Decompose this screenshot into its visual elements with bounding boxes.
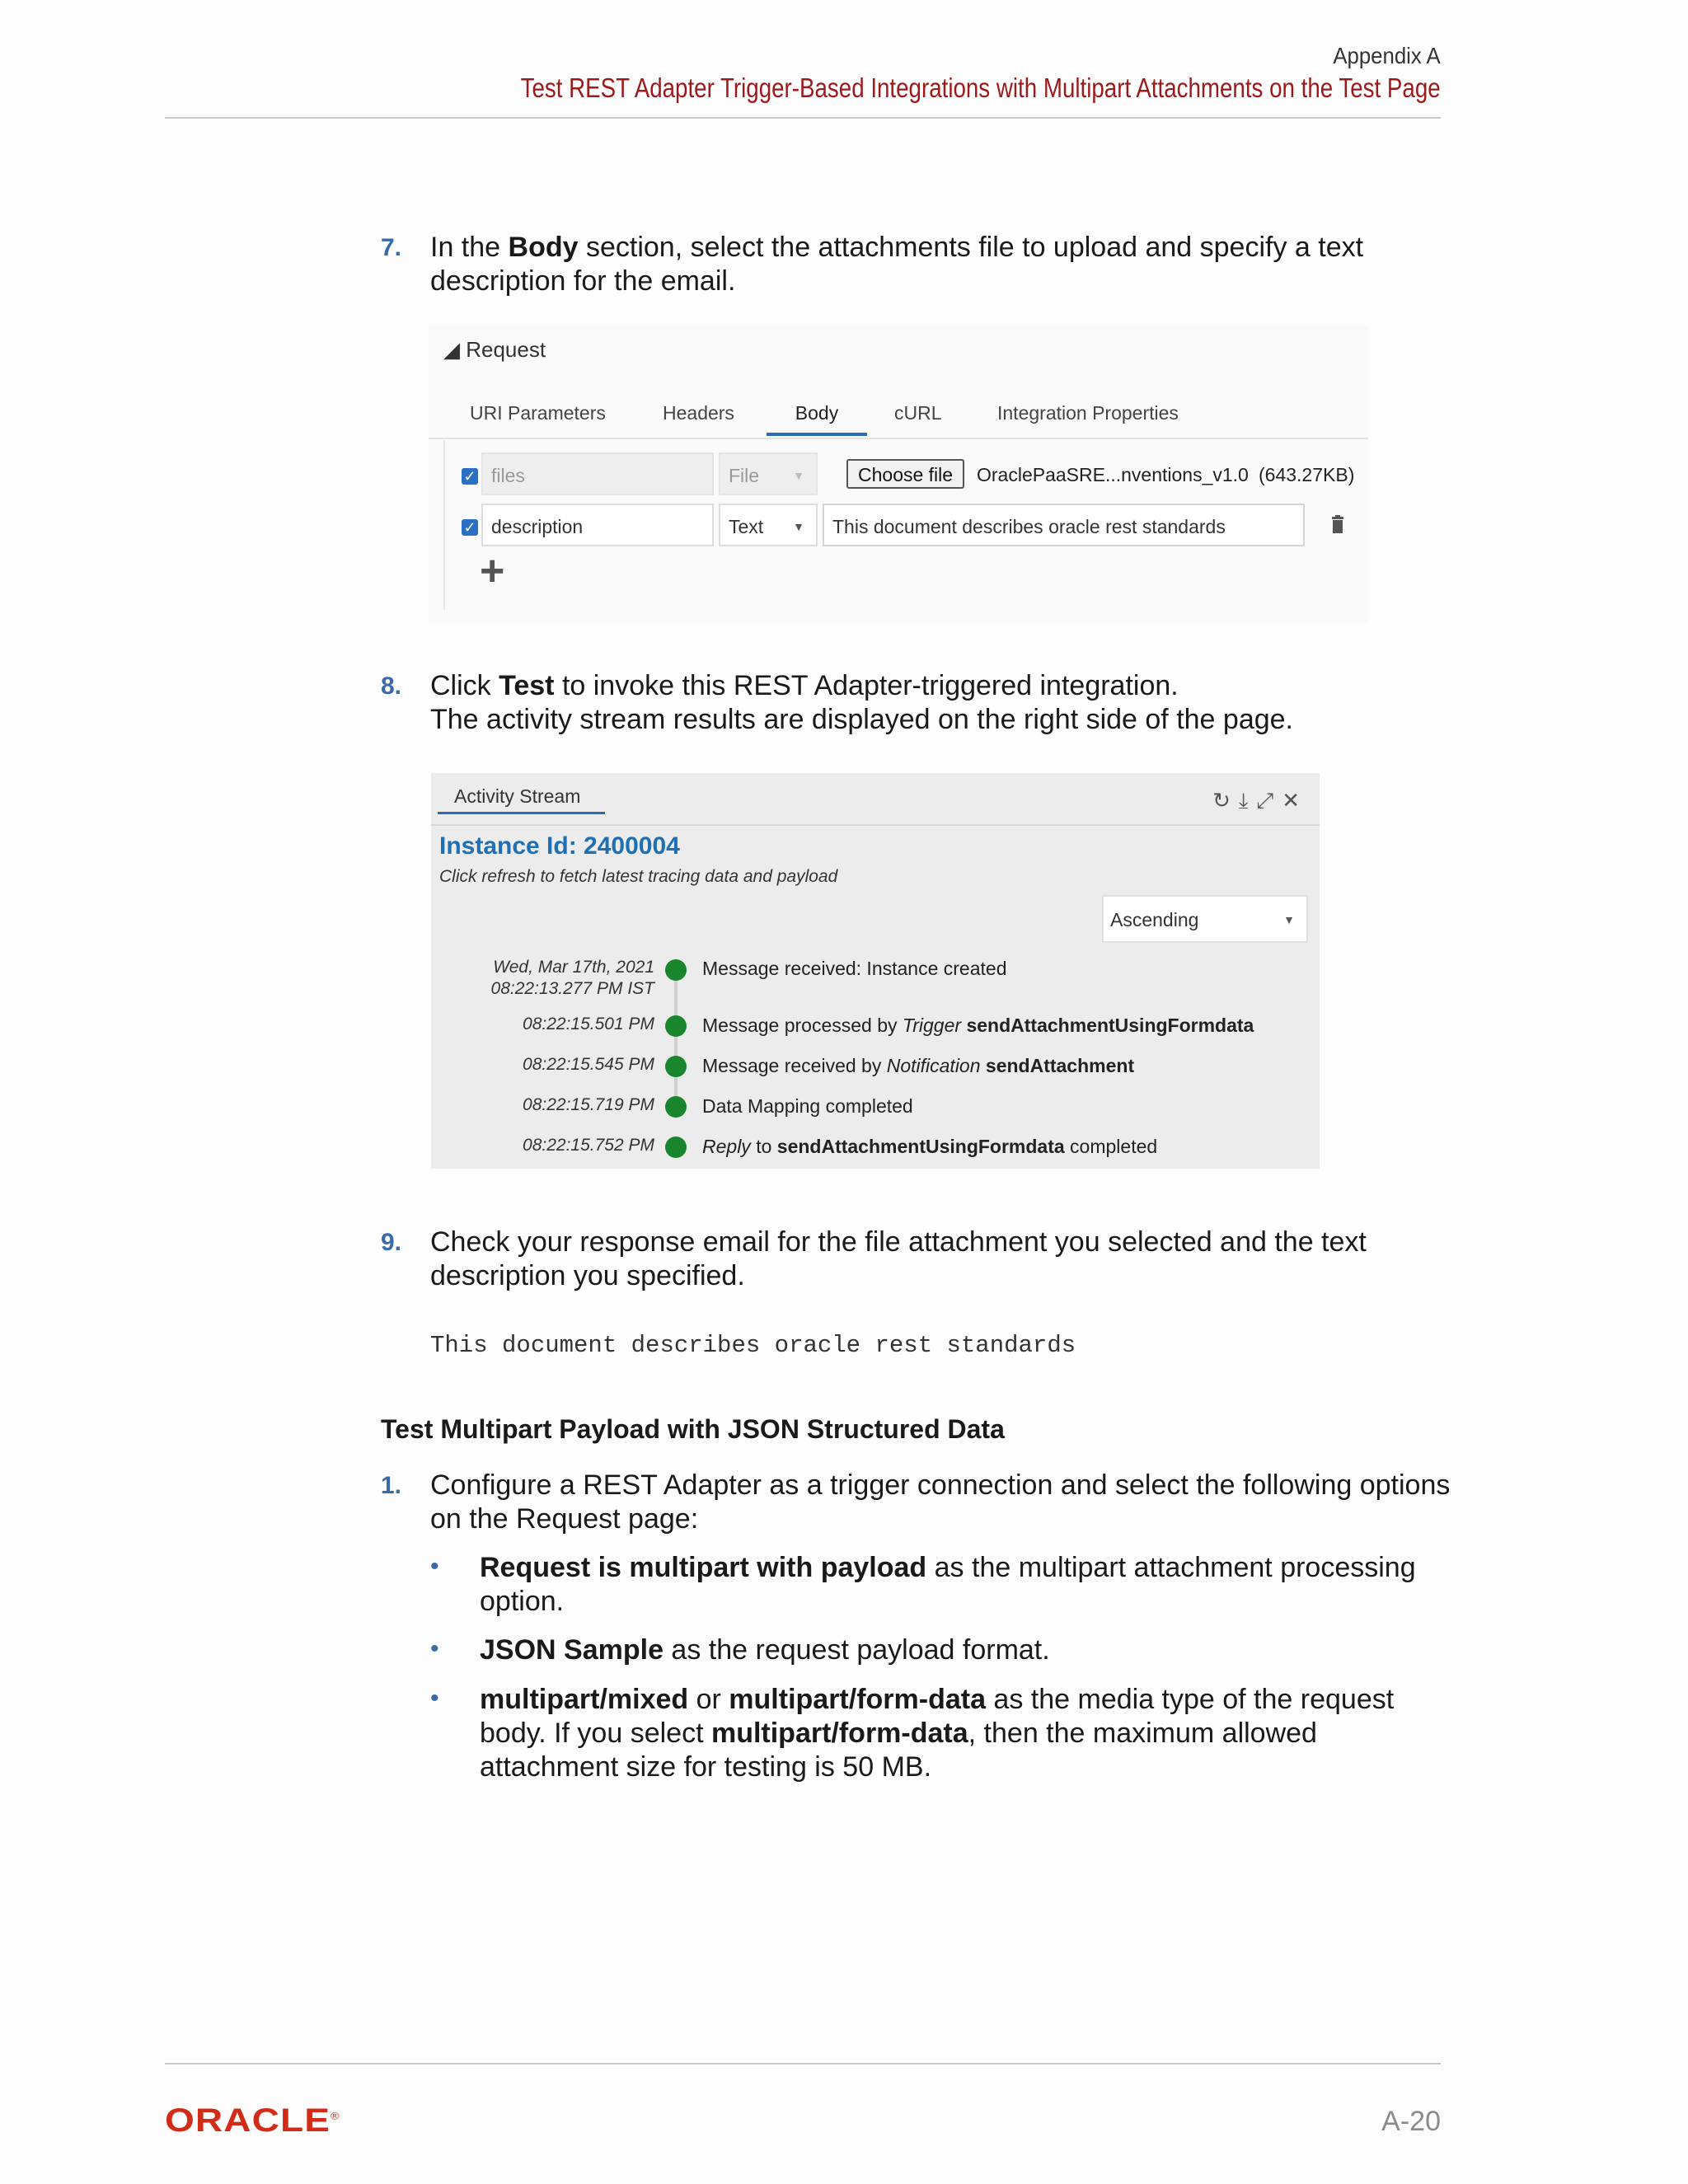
event-timestamp: Wed, Mar 17th, 2021 08:22:13.277 PM IST — [490, 958, 654, 998]
tab-integration-properties[interactable]: Integration Properties — [997, 402, 1179, 424]
request-tabs — [429, 390, 1368, 439]
page-number: A-20 — [1381, 2106, 1441, 2137]
chevron-down-icon: ▼ — [793, 469, 804, 482]
trash-icon[interactable] — [1331, 515, 1344, 533]
choose-file-button[interactable]: Choose file — [846, 459, 964, 489]
timeline-line — [674, 971, 678, 1107]
sort-order-select[interactable]: Ascending ▼ — [1102, 895, 1308, 943]
files-checkbox[interactable]: ✓ — [462, 468, 478, 485]
description-value-input[interactable]: This document describes oracle rest standards — [823, 504, 1305, 546]
status-dot-icon — [665, 1137, 687, 1158]
files-type-select[interactable]: File ▼ — [719, 452, 818, 495]
header-rule — [165, 117, 1441, 119]
selected-file-name: OraclePaaSRE...nventions_v1.0 — [977, 464, 1249, 485]
download-icon[interactable]: ⤓ — [1238, 788, 1257, 813]
collapse-triangle-icon: ◢ — [443, 337, 467, 362]
running-title: Test REST Adapter Trigger-Based Integrations with Multipart Attachments on the Test Page — [520, 73, 1441, 103]
tab-headers[interactable]: Headers — [663, 402, 734, 424]
step-1-text: Configure a REST Adapter as a trigger connection and select the following options on the Request page: — [430, 1469, 1451, 1535]
chevron-down-icon: ▼ — [1283, 913, 1295, 926]
event-message: Message received by Notification sendAttachment — [702, 1055, 1135, 1076]
status-dot-icon — [665, 959, 687, 981]
status-dot-icon — [665, 1096, 687, 1118]
oracle-logo: ORACLE® — [165, 2102, 340, 2139]
activity-toolbar — [1212, 788, 1308, 814]
bullet-item: multipart/mixed or multipart/form-data as the media type of the request body. If you select multipart/form-data, then the maximum allowed attachment size for testing is 50 MB. — [480, 1684, 1395, 1783]
selected-file-size: (643.27KB) — [1259, 464, 1355, 485]
step-9-number: 9. — [381, 1229, 402, 1256]
footer-rule — [165, 2063, 1441, 2064]
tab-activity-stream[interactable]: Activity Stream — [438, 780, 605, 814]
step-8-number: 8. — [381, 673, 402, 700]
request-screenshot — [429, 326, 1368, 622]
tab-divider — [431, 824, 1320, 826]
activity-stream-screenshot — [431, 773, 1320, 1169]
description-type-select[interactable]: Text ▼ — [719, 504, 818, 546]
instance-id: Instance Id: 2400004 — [439, 832, 680, 860]
step-7-number: 7. — [381, 234, 402, 261]
bullet-item: Request is multipart with payload as the multipart attachment processing option. — [480, 1552, 1416, 1617]
tab-uri-parameters[interactable]: URI Parameters — [470, 402, 606, 424]
expand-icon[interactable]: ⤢ — [1256, 788, 1282, 813]
step-1-number: 1. — [381, 1472, 402, 1499]
tab-curl[interactable]: cURL — [894, 402, 942, 424]
step-9-text: Check your response email for the file attachment you selected and the text description you specified. — [430, 1226, 1367, 1291]
step-7-text: In the Body section, select the attachments file to upload and specify a text description for the email. — [430, 232, 1364, 297]
status-dot-icon — [665, 1056, 687, 1077]
event-timestamp: 08:22:15.501 PM — [523, 1015, 654, 1033]
add-parameter-button[interactable]: + — [480, 547, 505, 595]
chevron-down-icon: ▼ — [793, 520, 804, 533]
refresh-hint: Click refresh to fetch latest tracing data and payload — [439, 867, 838, 886]
event-message: Data Mapping completed — [702, 1095, 913, 1117]
code-sample: This document describes oracle rest standards — [430, 1332, 1076, 1359]
event-message: Message processed by Trigger sendAttachmentUsingFormdata — [702, 1015, 1254, 1036]
bullet-icon: • — [430, 1553, 439, 1580]
appendix-label: Appendix A — [1333, 43, 1441, 68]
files-name-field[interactable]: files — [481, 452, 714, 495]
bullet-icon: • — [430, 1685, 439, 1712]
status-dot-icon — [665, 1015, 687, 1037]
close-icon[interactable]: ✕ — [1282, 788, 1308, 813]
event-message: Reply to sendAttachmentUsingFormdata completed — [702, 1136, 1158, 1157]
event-timestamp: 08:22:15.719 PM — [523, 1095, 654, 1114]
bullet-item: JSON Sample as the request payload format. — [480, 1634, 1050, 1666]
tab-body[interactable]: Body — [767, 390, 867, 436]
body-parameters-panel — [443, 441, 1368, 610]
request-section-toggle[interactable]: ◢ Request — [443, 337, 546, 362]
event-timestamp: 08:22:15.752 PM — [523, 1136, 654, 1155]
refresh-icon[interactable]: ↻ — [1212, 788, 1239, 813]
event-timestamp: 08:22:15.545 PM — [523, 1055, 654, 1074]
description-name-field[interactable]: description — [481, 504, 714, 546]
step-8-text: Click Test to invoke this REST Adapter-triggered integration. The activity stream results are displayed on the right side of the page. — [430, 670, 1293, 735]
description-checkbox[interactable]: ✓ — [462, 519, 478, 536]
section-heading: Test Multipart Payload with JSON Structured Data — [381, 1414, 1005, 1444]
bullet-icon: • — [430, 1635, 439, 1662]
event-message: Message received: Instance created — [702, 958, 1007, 979]
